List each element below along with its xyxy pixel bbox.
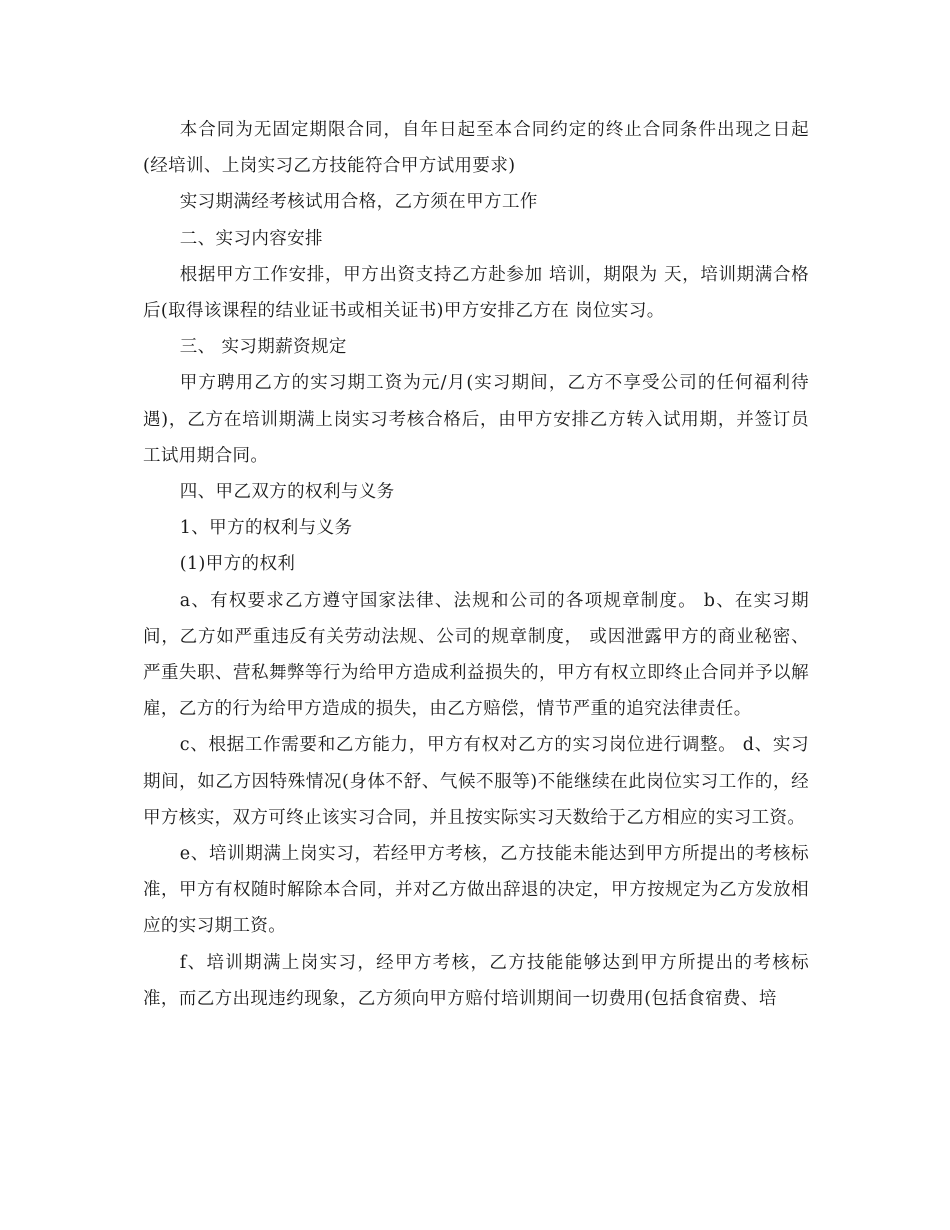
document-body <box>143 112 809 1017</box>
subheading-party-a-rights-obligations: 1、甲方的权利与义务 <box>179 518 353 539</box>
paragraph-contract-term: 本合同为无固定期限合同，自年日起至本合同约定的终止合同条件出现之日起(经培训、上岗实习乙方技能符合甲方试用要求) <box>143 120 809 177</box>
paragraph-internship-salary: 甲方聘用乙方的实习期工资为元/月(实习期间，乙方不享受公司的任何福利待遇)，乙方在培训期满上岗实习考核合格后，由甲方安排乙方转入试用期，并签订员工试用期合同。 <box>143 373 809 466</box>
paragraph-clause-c-d: c、根据工作需要和乙方能力，甲方有权对乙方的实习岗位进行调整。 d、实习期间，如乙方因特殊情况(身体不舒、气候不服等)不能继续在此岗位实习工作的，经甲方核实，双方可终止该实习合同，并且按实际实习天数给于乙方相应的实习工资。 <box>143 735 809 828</box>
paragraph-clause-f: f、培训期满上岗实习，经甲方考核，乙方技能能够达到甲方所提出的考核标准，而乙方出现违约现象，乙方须向甲方赔付培训期间一切费用(包括食宿费、培 <box>143 952 809 1009</box>
section-heading-internship-salary: 三、 实习期薪资规定 <box>179 337 347 358</box>
paragraph-training-arrangement: 根据甲方工作安排，甲方出资支持乙方赴参加 培训，期限为 天，培训期满合格后(取得该课程的结业证书或相关证书)甲方安排乙方在 岗位实习。 <box>143 264 809 322</box>
paragraph-clause-e: e、培训期满上岗实习，若经甲方考核，乙方技能未能达到甲方所提出的考核标准，甲方有权随时解除本合同，并对乙方做出辞退的决定，甲方按规定为乙方发放相应的实习期工资。 <box>143 844 809 937</box>
section-heading-internship-arrangement: 二、实习内容安排 <box>179 228 323 249</box>
subheading-party-a-rights: (1)甲方的权利 <box>179 554 296 575</box>
paragraph-probation-pass: 实习期满经考核试用合格，乙方须在甲方工作 <box>179 192 538 213</box>
paragraph-clause-a-b: a、有权要求乙方遵守国家法律、法规和公司的各项规章制度。 b、在实习期间，乙方如严重违反有关劳动法规、公司的规章制度， 或因泄露甲方的商业秘密、严重失职、营私舞弊等行为给甲方造成利益损失的，甲方有权立即终止合同并予以解雇，乙方的行为给甲方造成的损失，由乙方赔偿，情节严重的追究法律责任。 <box>143 590 809 720</box>
section-heading-rights-obligations: 四、甲乙双方的权利与义务 <box>179 482 395 503</box>
